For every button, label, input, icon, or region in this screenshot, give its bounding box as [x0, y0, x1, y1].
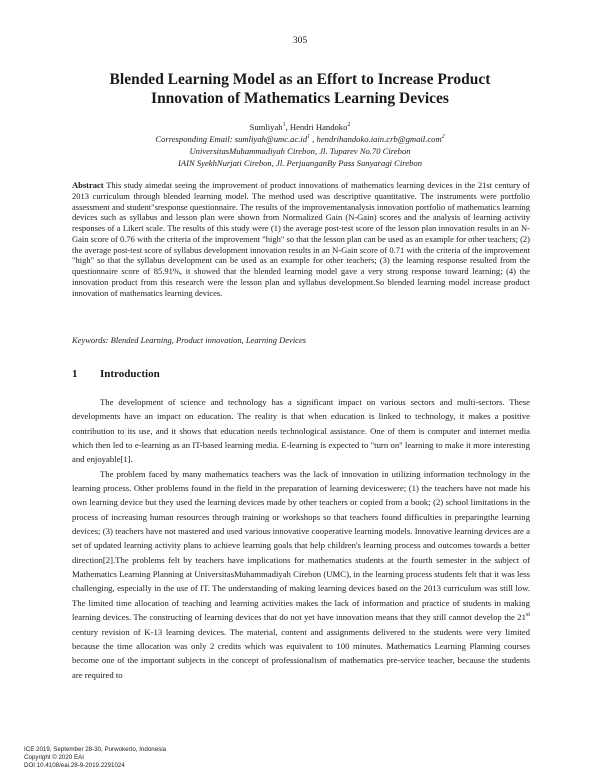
section-title: Introduction	[100, 368, 160, 380]
abstract	[72, 180, 530, 298]
footer-copyright: Copyright © 2020 EAI	[24, 754, 84, 761]
title-line-1: Blended Learning Model as an Effort to Increase Product	[109, 71, 491, 88]
paragraph-2-part-1: The problem faced by many mathematics teachers was the lack of innovation in utilizing information technology in the learning process. Other problems found in the field in the preparation of learning deviceswere; (1) the teachers have not made his own learning device but they used the learning devices made by other teachers or copied from a book; (2) school limitations in the process of increasing human resources through training or workshops so that teachers found difficulties in preparingthe learning devices; (3) teachers have not mastered and used various innovative cooperative learning models. Innovative learning devices are a set of updated learning activity plans to achieve learning goals that help children's learning process and outcomes towards a better direction[2].The problems felt by teachers have implications for mathematics students at the fourth semester in the subject of Mathematics Learning Planning at UniversitasMuhammadiyah Cirebon (UMC), in the learning process students felt that it was less challenging, especially in the use of IT. The understanding of making learning devices based on the 2013 curriculum was still low. The limited time allocation of teaching and learning activities makes the lack of information and practice of students in making learning devices. The constructing of learning devices that do not yet have innovation means that they still cannot develop the 21	[72, 468, 530, 623]
email-1: Corresponding Email: sumliyah@umc.ac.id	[155, 134, 308, 144]
author-2: Hendri Handoko	[289, 122, 348, 132]
corresponding-email	[60, 133, 540, 145]
body-text	[72, 395, 530, 682]
section-heading	[72, 368, 160, 380]
abstract-label: Abstract	[72, 180, 104, 190]
email-2-sup: 2	[441, 134, 445, 141]
author-names	[60, 121, 540, 133]
paragraph-2	[72, 467, 530, 682]
email-2: , hendrihandoko.iain.crb@gmail.com	[310, 134, 442, 144]
paragraph-2-sup: st	[525, 612, 530, 619]
author-2-sup: 2	[347, 122, 351, 129]
keywords: Keywords: Blended Learning, Product innovation, Learning Devices	[72, 335, 307, 345]
affiliation-2: IAIN SyekhNurjati Cirebon, Jl. PerjuanganBy Pass Sunyaragi Cirebon	[177, 158, 422, 168]
page-number: 305	[292, 36, 308, 46]
abstract-text: This study aimedat seeing the improvement of product innovations of mathematics learning devices in the 21st century of 2013 curriculum through blended learning model. The method used was descriptive quantitative. The instruments were portfolio assessment and student"sresponse questionnaire. The results of the improvementanalysis innovation portfolio of mathematics learning devices such as syllabus and lesson plan were shown from Normalized Gain (N-Gain) scores and the analysis of learning activity responses of a Likert scale. The results of this study were (1) the average post-test score of the lesson plan innovation results in an N-Gain score of 0.76 with the criteria of the improvement "high" so that the lesson plan can be used as an example for other teachers; (2) the average post-test score of syllabus development innovation results in an N-Gain score of 0.71 with the criteria of the improvement "high" so that the syllabus development can be used as an example for other teachers; (3) the learning response resulted from the questionnaire score of 85.91%, it showed that the blended learning model gave a very strong response toward learning; (4) the innovation product from this research were the lesson plan and syllabus development.So blended learning model increase product innovation of mathematics learning devices.	[72, 180, 530, 298]
email-1-sup: 1	[307, 134, 311, 141]
paper-title	[60, 70, 540, 108]
author-1-sup: 1	[282, 122, 286, 129]
footer	[24, 746, 166, 770]
paragraph-2-part-2: century revision of K-13 learning devices. The material, content and assignments delivered to the students were very limited because the time allocation was only 2 credits which was equivalent to 100 minutes. Mathematics Learning Planning courses become one of the important subjects in the concept of professionalism of mathematics pre-service teacher, because the students are required to	[72, 626, 530, 680]
author-separator: ,	[285, 122, 290, 132]
footer-conference: ICE 2019, September 28-30, Purwokerto, Indonesia	[24, 746, 167, 753]
section-number: 1	[72, 368, 78, 380]
affiliation-1: UniversitasMuhammadiyah Cirebon, Jl. Tuparev No.70 Cirebon	[189, 146, 411, 156]
paragraph-1: The development of science and technology has a significant impact on various sectors and multi-sectors. These developments have an impact on education. The reality is that when education is linked to technology, it makes a positive contribution to its use, and it shows that education needs technological assistance. One of them is computer and internet media which then led to e-learning as an IT-based learning media. E-learning is expected to "turn on" learning to make it more interesting and enjoyable[1].	[72, 397, 530, 465]
authors-block	[60, 121, 540, 169]
author-1: Sumliyah	[249, 122, 283, 132]
footer-doi: DOI 10.4108/eai.28-9-2019.2291024	[24, 762, 125, 769]
title-line-2: Innovation of Mathematics Learning Devices	[151, 90, 449, 107]
